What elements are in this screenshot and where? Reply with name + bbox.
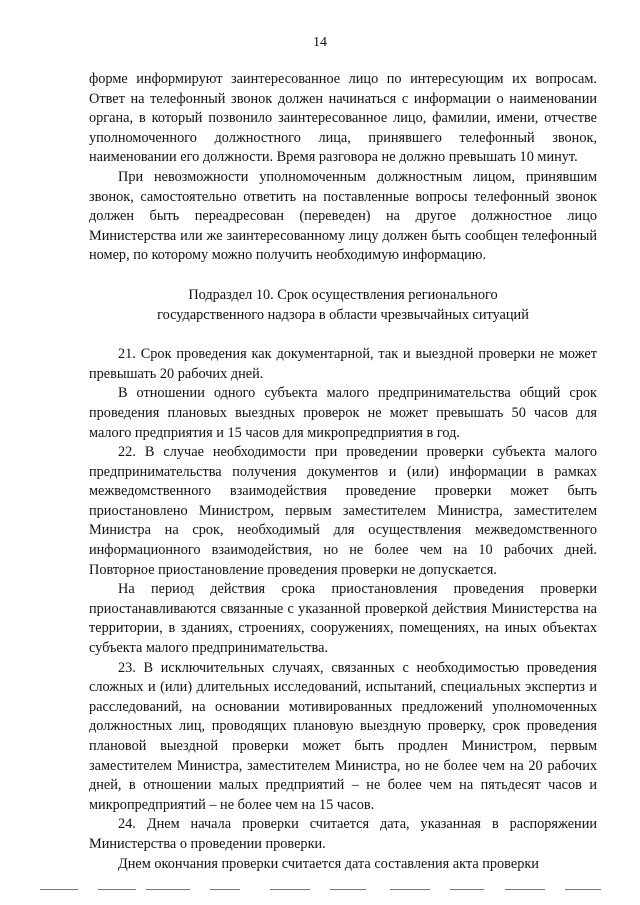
paragraph-inspection-end: Днем окончания проверки считается дата составления акта проверки: [118, 855, 539, 872]
scan-edge-mark: [146, 889, 190, 890]
scan-edge-mark: [98, 889, 136, 890]
scan-edge-mark: [450, 889, 484, 890]
section-heading-line-2: государственного надзора в области чрезвычайных ситуаций: [157, 306, 529, 323]
paragraph-clause-24: 24. Днем начала проверки считается дата, указанная в распоряжении Министерства о проведении проверки.: [89, 816, 597, 852]
section-heading: [89, 286, 597, 325]
paragraph-small-business-limit: В отношении одного субъекта малого предпринимательства общий срок проведения плановых выездных проверок не может превышать 50 часов для малого предприятия и 15 часов для микропредприятия в год.: [89, 385, 597, 441]
scan-edge-mark: [210, 889, 240, 890]
section-heading-line-1: Подраздел 10. Срок осуществления регионального: [188, 286, 498, 303]
scan-edge-mark: [270, 889, 310, 890]
paragraph-continued: форме информируют заинтересованное лицо по интересующим их вопросам. Ответ на телефонный звонок должен начинаться с информации о наименовании органа, в который позвонило заинтересованное лицо, фамилии, имени, отчестве уполномоченного должностного лица, принявшего телефонный звонок, наименовании его должности. Время разговора не должно превышать 10 минут.: [89, 71, 597, 166]
scan-edge-mark: [390, 889, 430, 890]
scan-edge-mark: [565, 889, 601, 890]
scan-edge-mark: [40, 889, 78, 890]
paragraph-clause-22: 22. В случае необходимости при проведении проверки субъекта малого предпринимательства получения документов и (или) информации в рамках межведомственного взаимодействия проведение проверки может быть приостановлено Министром, первым заместителем Министра, заместителем Министра на срок, необходимый для осуществления межведомственного информационного взаимодействия, но не более чем на 10 рабочих дней. Повторное приостановление проведения проверки не допускается.: [89, 444, 597, 578]
paragraph-redirect-call: При невозможности уполномоченным должностным лицом, принявшим звонок, самостоятельно ответить на поставленные вопросы телефонный звонок должен быть переадресован (переведен) на другое должностное лицо Министерства или же заинтересованному лицу должен быть сообщен телефонный номер, по которому можно получить необходимую информацию.: [89, 168, 597, 264]
paragraph-suspension-period: На период действия срока приостановления проведения проверки приостанавливаются связанные с указанной проверкой действия Министерства на территории, в зданиях, строениях, сооружениях, помещениях, на иных объектах субъекта малого предпринимательства.: [89, 581, 597, 657]
page-number: 14: [313, 35, 327, 50]
paragraph-clause-21: 21. Срок проведения как документарной, так и выездной проверки не может превышать 20 рабочих дней.: [89, 346, 597, 382]
paragraph-clause-23: 23. В исключительных случаях, связанных с необходимостью проведения сложных и (или) длительных исследований, испытаний, специальных экспертиз и расследований, на основании мотивированных предложений уполномоченных должностных лиц, проводящих плановую выездную проверку, срок проведения плановой выездной проверки может быть продлен Министром, первым заместителем Министра, заместителем Министра, но не более чем на 20 рабочих дней, в отношении малых предприятий – не более чем на пятьдесят часов и микропредприятий – не более чем на 15 часов.: [89, 659, 597, 813]
document-body: [89, 70, 597, 874]
scan-edge-mark: [505, 889, 545, 890]
scan-edge-mark: [330, 889, 366, 890]
